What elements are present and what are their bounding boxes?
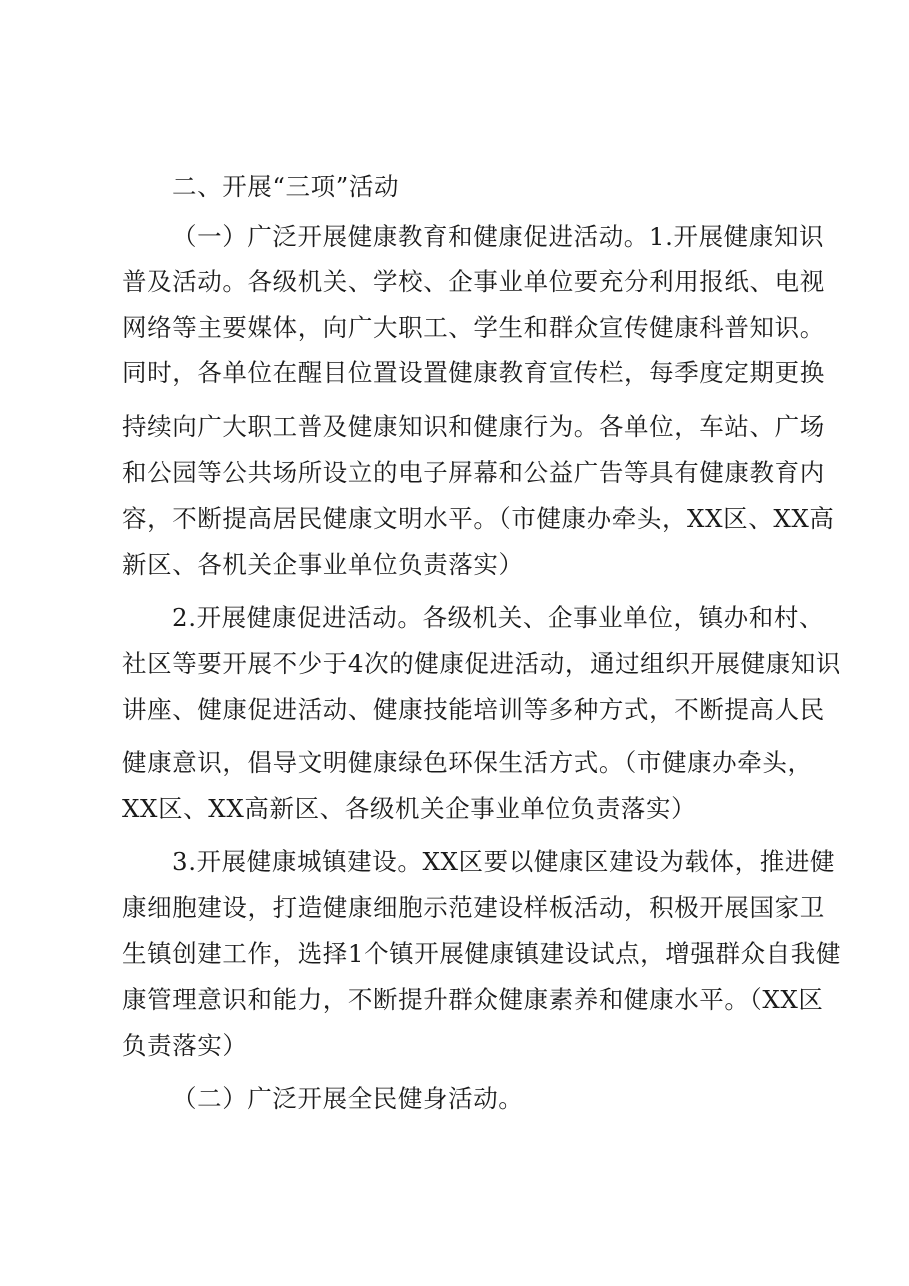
text-line: 同时，各单位在醒目位置设置健康教育宣传栏，每季度定期更换 [122, 358, 825, 387]
text-line: 康细胞建设，打造健康细胞示范建设样板活动，积极开展国家卫 [122, 893, 825, 922]
text-line: 容，不断提高居民健康文明水平。（市健康办牵头，XX区、XX高 [122, 504, 835, 533]
text-line: 讲座、健康促进活动、健康技能培训等多种方式，不断提高人民 [122, 695, 825, 724]
text-line: 生镇创建工作，选择1个镇开展健康镇建设试点，增强群众自我健 [122, 939, 841, 968]
text-line: 3.开展健康城镇建设。XX区要以健康区建设为载体，推进健 [172, 847, 836, 876]
text-line: 健康意识，倡导文明健康绿色环保生活方式。（市健康办牵头， [122, 748, 813, 777]
text-line: XX区、XX高新区、各级机关企事业单位负责落实） [122, 794, 697, 823]
subsection-heading: （二）广泛开展全民健身活动。 [172, 1084, 524, 1113]
text-line: 网络等主要媒体，向广大职工、学生和群众宣传健康科普知识。 [122, 313, 825, 342]
text-line: 新区、各机关企事业单位负责落实） [122, 550, 524, 579]
text-line: 康管理意识和能力，不断提升群众健康素养和健康水平。（XX区 [122, 985, 824, 1014]
text-line: 普及活动。各级机关、学校、企事业单位要充分利用报纸、电视 [122, 267, 825, 296]
section-heading: 二、开展“三项”活动 [172, 172, 400, 201]
text-line: 持续向广大职工普及健康知识和健康行为。各单位，车站、广场 [122, 412, 825, 441]
text-line: 负责落实） [122, 1031, 248, 1060]
text-line: 社区等要开展不少于4次的健康促进活动，通过组织开展健康知识 [122, 649, 841, 678]
text-line: 2.开展健康促进活动。各级机关、企事业单位，镇办和村、 [172, 603, 825, 632]
text-line: 和公园等公共场所设立的电子屏幕和公益广告等具有健康教育内 [122, 458, 825, 487]
text-line: （一）广泛开展健康教育和健康促进活动。1.开展健康知识 [172, 222, 825, 251]
